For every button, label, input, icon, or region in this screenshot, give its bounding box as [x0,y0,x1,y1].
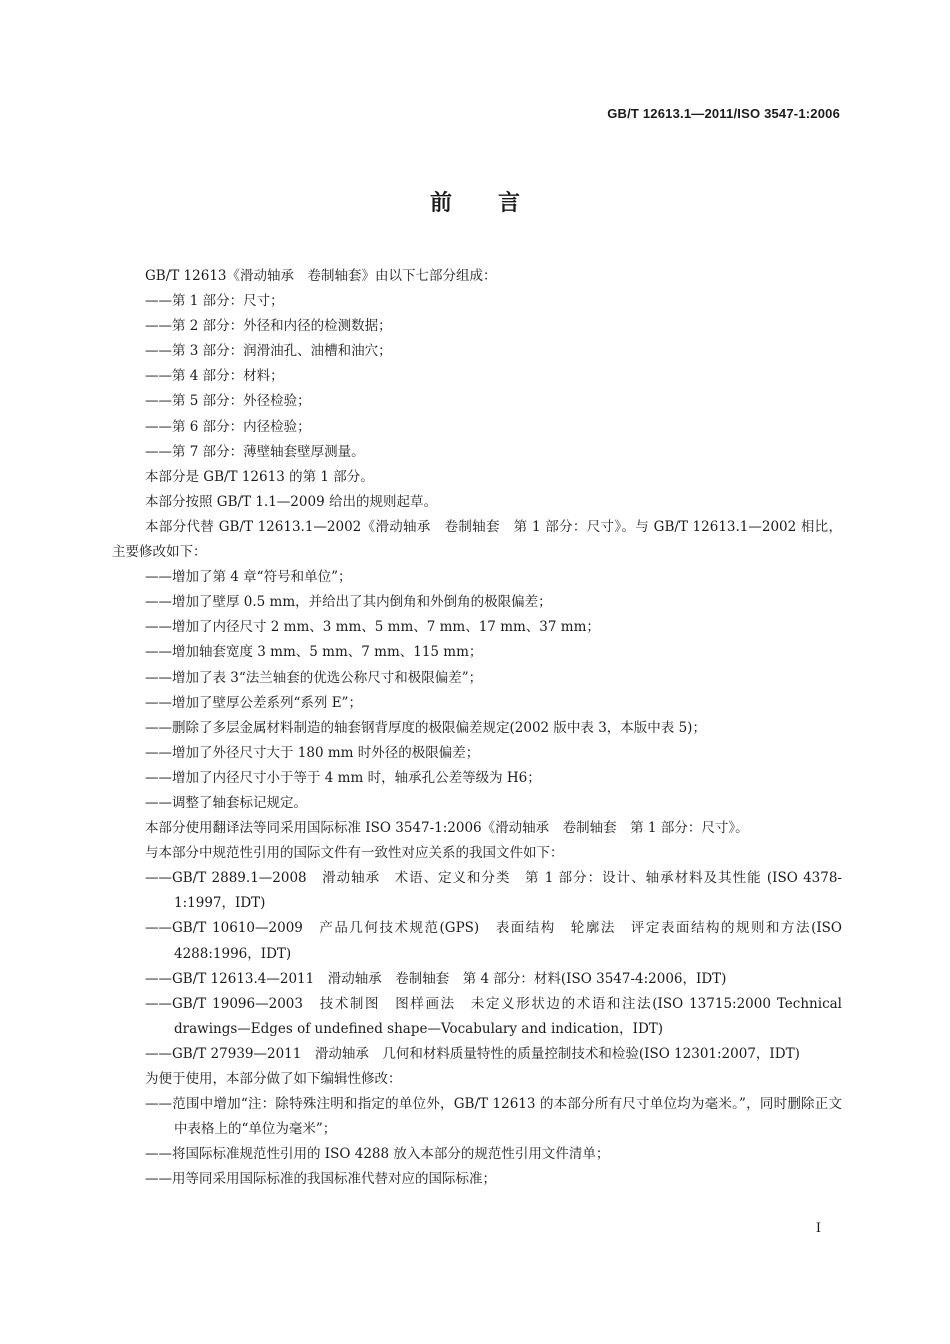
editorial-paragraph: 为便于使用，本部分做了如下编辑性修改： [145,1071,402,1087]
references-list [112,866,842,1067]
list-item: ——第 5 部分：外径检验； [145,393,311,410]
page-title: 前言 [429,191,566,216]
list-item: ——第 6 部分：内径检验； [145,418,311,435]
list-item: ——第 7 部分：薄壁轴套壁厚测量。 [145,443,365,460]
standard-code: GB/T 12613.1—2011/ISO 3547-1:2006 [607,106,840,121]
list-item: ——GB/T 19096—2003 技术制图 图样画法 未定义形状边的术语和注法(ISO 13715:2000 Technical drawings—Edges of undefined shape—Vocabulary and indication，IDT) [145,995,842,1037]
list-item: ——增加了外径尺寸大于 180 mm 时外径的极限偏差； [145,744,480,761]
list-item: ——第 1 部分：尺寸； [145,293,284,310]
list-item: ——增加了内径尺寸 2 mm、3 mm、5 mm、7 mm、17 mm、37 mm； [145,619,600,636]
list-item: ——增加了壁厚公差系列“系列 E”； [145,694,362,711]
correspondence-paragraph: 与本部分中规范性引用的国际文件有一致性对应关系的我国文件如下： [145,845,564,862]
list-item: ——增加了内径尺寸小于等于 4 mm 时，轴承孔公差等级为 H6； [145,769,541,786]
list-item: ——GB/T 10610—2009 产品几何技术规范(GPS) 表面结构 轮廓法 评定表面结构的规则和方法(ISO 4288:1996，IDT) [145,920,842,962]
list-item: ——第 2 部分：外径和内径的检测数据； [145,318,392,335]
translation-paragraph: 本部分使用翻译法等同采用国际标准 ISO 3547-1:2006《滑动轴承 卷制轴套 第 1 部分：尺寸》。 [145,820,749,837]
list-item: ——第 4 部分：材料； [145,368,284,385]
list-item: ——删除了多层金属材料制造的轴套钢背厚度的极限偏差规定(2002 版中表 3，本版中表 5)； [145,719,706,736]
list-item: ——调整了轴套标记规定。 [145,794,307,811]
intro-paragraph: GB/T 12613《滑动轴承 卷制轴套》由以下七部分组成： [145,268,497,284]
list-item: ——增加了壁厚 0.5 mm，并给出了其内倒角和外倒角的极限偏差； [145,594,552,611]
list-item: ——用等同采用国际标准的我国标准代替对应的国际标准； [145,1171,496,1188]
this-part-paragraph: 本部分是 GB/T 12613 的第 1 部分。 [145,468,374,485]
page-number: I [815,1221,821,1236]
list-item: ——GB/T 27939—2011 滑动轴承 几何和材料质量特性的质量控制技术和检验(ISO 12301:2007，IDT) [145,1045,800,1062]
list-item: ——增加了第 4 章“符号和单位”； [145,569,352,586]
drafting-paragraph: 本部分按照 GB/T 1.1—2009 给出的规则起草。 [145,493,437,510]
foreword-body [112,264,842,1192]
list-item: ——增加轴套宽度 3 mm、5 mm、7 mm、115 mm； [145,644,483,661]
parts-list [112,289,842,465]
changes-list [112,565,842,816]
replaces-paragraph: 本部分代替 GB/T 12613.1—2002《滑动轴承 卷制轴套 第 1 部分：尺寸》。与 GB/T 12613.1—2002 相比，主要修改如下： [112,518,842,561]
list-item: ——增加了表 3“法兰轴套的优选公称尺寸和极限偏差”； [145,669,483,686]
edits-list [112,1092,842,1192]
list-item: ——将国际标准规范性引用的 ISO 4288 放入本部分的规范性引用文件清单； [145,1146,610,1163]
list-item: ——GB/T 2889.1—2008 滑动轴承 术语、定义和分类 第 1 部分：设计、轴承材料及其性能 (ISO 4378-1:1997，IDT) [145,870,842,912]
list-item: ——第 3 部分：润滑油孔、油槽和油穴； [145,343,392,360]
list-item: ——GB/T 12613.4—2011 滑动轴承 卷制轴套 第 4 部分：材料(ISO 3547-4:2006，IDT) [145,970,727,987]
list-item: ——范围中增加“注：除特殊注明和指定的单位外，GB/T 12613 的本部分所有尺寸单位均为毫米。”，同时删除正文中表格上的“单位为毫米”； [145,1096,842,1138]
